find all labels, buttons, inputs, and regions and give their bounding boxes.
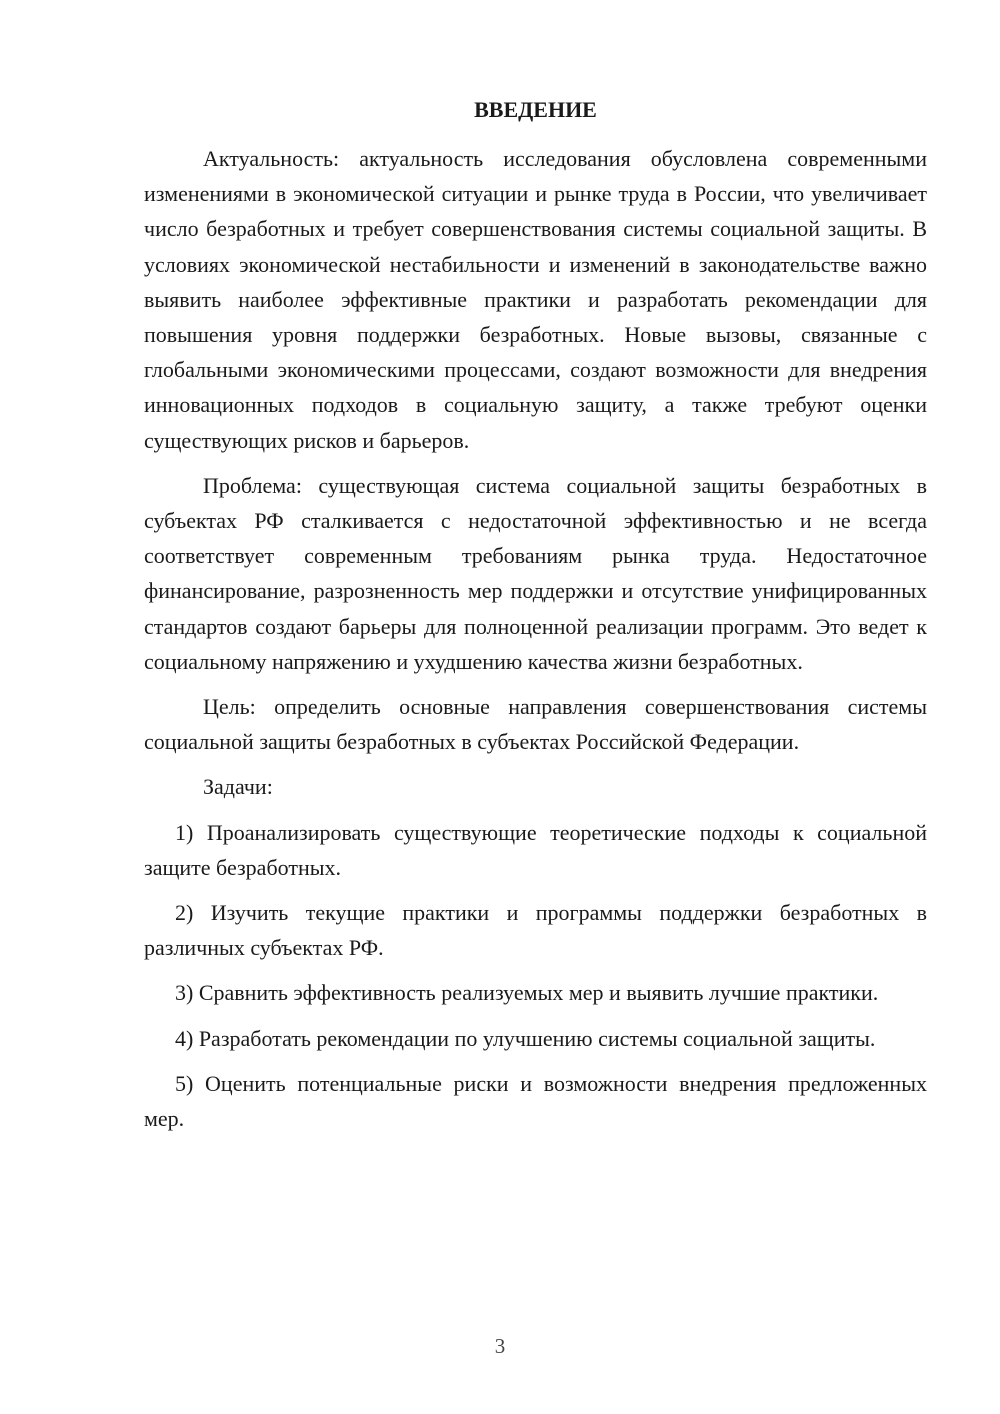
tasks-list [144,815,927,1137]
document-page [144,92,927,1146]
task-item: 3) Сравнить эффективность реализуемых мер и выявить лучшие практики. [175,980,879,1006]
goal-paragraph: Цель: определить основные направления совершенствования системы социальной защиты безработных в субъектах Российской Федерации. [144,694,927,755]
tasks-heading: Задачи: [203,774,273,800]
page-number: 3 [494,1334,506,1358]
relevance-paragraph: Актуальность: актуальность исследования обусловлена современными изменениями в экономической ситуации и рынке труда в России, что увеличивает число безработных и требует совершенствования системы социальной защиты. В условиях экономической нестабильности и изменений в законодательстве важно выявить наиболее эффективные практики и разработать рекомендации для повышения уровня поддержки безработных. Новые вызовы, связанные с глобальными экономическими процессами, создают возможности для внедрения инновационных подходов в социальную защиту, а также требуют оценки существующих рисков и барьеров. [144,146,927,453]
section-title: ВВЕДЕНИЕ [474,97,597,122]
task-item: 2) Изучить текущие практики и программы поддержки безработных в различных субъектах РФ. [144,900,927,961]
task-item: 5) Оценить потенциальные риски и возможности внедрения предложенных мер. [144,1070,927,1132]
task-item: 1) Проанализировать существующие теоретические подходы к социальной защите безработных. [144,819,927,880]
task-item: 4) Разработать рекомендации по улучшению системы социальной защиты. [175,1025,876,1051]
problem-paragraph: Проблема: существующая система социальной защиты безработных в субъектах РФ сталкивается с недостаточной эффективностью и не всегда соответствует современным требованиям рынка труда. Недостаточное финансирование, разрозненность мер поддержки и отсутствие унифицированных стандартов создают барьеры для полноценной реализации программ. Это ведет к социальному напряжению и ухудшению качества жизни безработных. [144,472,927,674]
